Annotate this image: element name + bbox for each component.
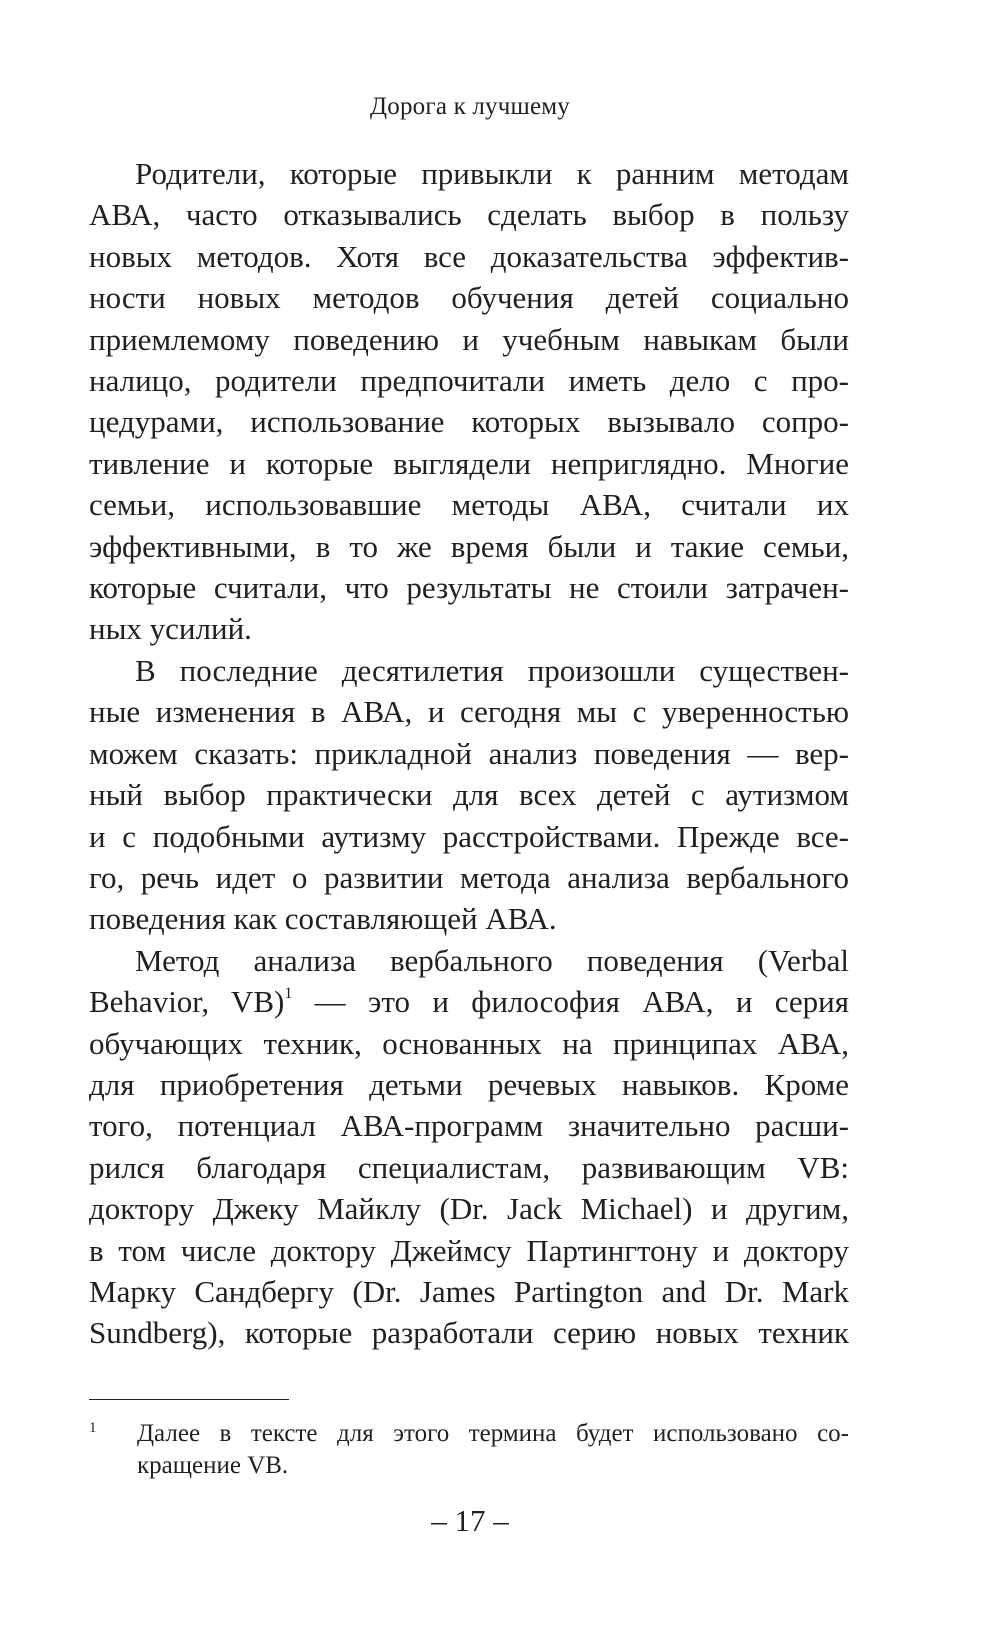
text-segment: — это и философия АВА, и серия — [292, 984, 850, 1020]
text-line: в том числе доктору Джеймсу Партингтону и доктору — [89, 1232, 849, 1268]
text-line: ные изменения в АВА, и сегодня мы с уверенностью — [89, 694, 849, 730]
text-line: можем сказать: прикладной анализ поведения — вер- — [89, 735, 849, 771]
text-line: семьи, использовавшие методы АВА, считали их — [89, 487, 849, 523]
body-text — [89, 153, 849, 1354]
text-line: го, речь идет о развитии метода анализа вербального — [89, 859, 849, 895]
text-line: рился благодаря специалистам, развивающим VB: — [89, 1149, 849, 1185]
text-line: налицо, родители предпочитали иметь дело с про- — [89, 363, 849, 399]
paragraph-2 — [89, 650, 849, 940]
text-line: того, потенциал АВА-программ значительно расши- — [89, 1108, 849, 1144]
text-segment: Behavior, VB) — [89, 984, 285, 1020]
text-line: новых методов. Хотя все доказательства эффектив- — [89, 238, 849, 274]
paragraph-1 — [89, 153, 849, 650]
text-line: ный выбор практически для всех детей с аутизмом — [89, 777, 849, 813]
text-line: тивление и которые выглядели неприглядно. Многие — [89, 445, 849, 481]
footnote-divider — [89, 1399, 289, 1400]
text-line: ных усилий. — [89, 611, 252, 647]
paragraph-3 — [89, 940, 849, 1354]
text-line: приемлемому поведению и учебным навыкам были — [89, 321, 849, 357]
text-line: Sundberg), которые разработали серию новых техник — [89, 1315, 849, 1351]
footnote-reference: 1 — [284, 985, 293, 1003]
text-line: Марку Сандбергу (Dr. James Partington and Dr. Mark — [89, 1273, 849, 1309]
text-line: Метод анализа вербального поведения (Verbal — [135, 942, 849, 978]
text-line: В последние десятилетия произошли существен- — [135, 652, 849, 688]
text-line: эффективными, в то же время были и такие семьи, — [89, 528, 849, 564]
text-line: и с подобными аутизму расстройствами. Прежде все- — [89, 818, 849, 854]
text-line: доктору Джеку Майклу (Dr. Jack Michael) и другим, — [89, 1191, 849, 1227]
footnote-line: Далее в тексте для этого термина будет использовано со- — [137, 1420, 849, 1447]
text-line: для приобретения детьми речевых навыков. Кроме — [89, 1066, 849, 1102]
text-line: обучающих техник, основанных на принципах АВА, — [89, 1025, 849, 1061]
text-line: ности новых методов обучения детей социально — [89, 280, 849, 316]
text-line: Родители, которые привыкли к ранним методам — [135, 156, 849, 191]
text-line: поведения как составляющей АВА. — [89, 901, 557, 937]
text-line — [89, 981, 849, 1022]
footnote — [89, 1418, 849, 1482]
text-line: которые считали, что результаты не стоили затрачен- — [89, 570, 849, 606]
page-number: – 17 – — [431, 1503, 509, 1538]
footnote-mark: 1 — [89, 1420, 97, 1436]
footnote-line: кращение VB. — [137, 1452, 289, 1479]
footnote-text — [89, 1418, 849, 1482]
running-head: Дорога к лучшему — [370, 93, 570, 120]
text-line: АВА, часто отказывались сделать выбор в пользу — [89, 197, 849, 233]
text-line: цедурами, использование которых вызывало сопро- — [89, 404, 849, 440]
